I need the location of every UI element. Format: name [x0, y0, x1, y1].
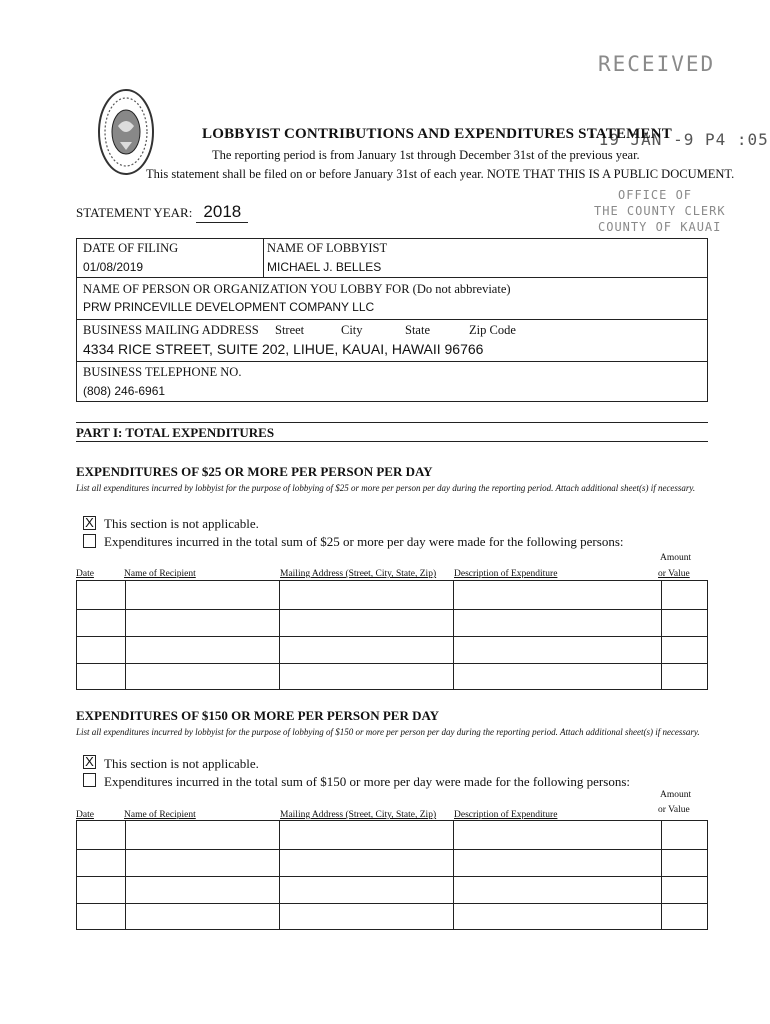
section150-note: List all expenditures incurred by lobbyist for the purpose of lobbying of $150 or more per person per day during the reporting period. Attach additional sheet(s) if necessary.: [76, 727, 700, 737]
section150-not-applicable-label: This section is not applicable.: [104, 756, 259, 771]
section150-incurred-checkbox[interactable]: [83, 773, 96, 787]
statement-year-value: 2018: [196, 202, 248, 223]
section150-amount-header-1: Amount: [660, 790, 692, 800]
received-date-stamp: '19 JAN -9 P4 :05: [588, 130, 769, 149]
address-zip-label: Zip Code: [469, 323, 516, 337]
lobbyist-name-label: NAME OF LOBBYIST: [267, 241, 388, 255]
section150-heading: EXPENDITURES OF $150 OR MORE PER PERSON PER DAY: [76, 708, 440, 723]
part1-heading: PART I: TOTAL EXPENDITURES: [76, 425, 275, 440]
organization-label: NAME OF PERSON OR ORGANIZATION YOU LOBBY FOR (Do not abbreviate): [83, 282, 511, 296]
section150-col-date: Date: [76, 810, 94, 820]
organization-value: PRW PRINCEVILLE DEVELOPMENT COMPANY LLC: [83, 300, 375, 314]
received-stamp: RECEIVED: [598, 52, 716, 76]
address-state-label: State: [405, 323, 430, 337]
section25-table: [76, 580, 708, 690]
date-of-filing-value: 01/08/2019: [83, 260, 144, 274]
section150-col-address: Mailing Address (Street, City, State, Zip): [280, 810, 437, 820]
section150-amount-header-2: or Value: [658, 805, 690, 815]
section25-not-applicable-checkbox[interactable]: X: [83, 516, 96, 530]
statement-year: [76, 202, 248, 223]
telephone-label: BUSINESS TELEPHONE NO.: [83, 365, 242, 379]
telephone-value: (808) 246-6961: [83, 384, 166, 398]
section25-col-description: Description of Expenditure: [454, 569, 558, 579]
section25-col-address: Mailing Address (Street, City, State, Zip): [280, 569, 437, 579]
section25-col-date: Date: [76, 569, 94, 579]
address-city-label: City: [341, 323, 363, 337]
reporting-period-note: The reporting period is from January 1st through December 31st of the previous year.: [212, 148, 640, 162]
office-stamp-line2: THE COUNTY CLERK: [594, 204, 726, 218]
section25-col-name: Name of Recipient: [124, 569, 196, 579]
page-title: LOBBYIST CONTRIBUTIONS AND EXPENDITURES STATEMENT: [202, 126, 672, 142]
mailing-address-value: 4334 RICE STREET, SUITE 202, LIHUE, KAUAI, HAWAII 96766: [83, 341, 484, 357]
divider: [76, 441, 708, 442]
section150-table: [76, 820, 708, 930]
office-stamp-line3: COUNTY OF KAUAI: [598, 220, 722, 234]
section25-amount-header-2: or Value: [658, 569, 690, 579]
office-stamp-line1: OFFICE OF: [618, 188, 693, 202]
section150-col-description: Description of Expenditure: [454, 810, 558, 820]
address-street-label: Street: [275, 323, 305, 337]
section150-not-applicable-checkbox[interactable]: X: [83, 755, 96, 769]
mailing-address-label: BUSINESS MAILING ADDRESS: [83, 323, 259, 337]
section25-amount-header-1: Amount: [660, 553, 692, 563]
lobbyist-info-box: [76, 238, 708, 402]
divider: [76, 422, 708, 423]
date-of-filing-label: DATE OF FILING: [83, 241, 179, 255]
section25-note: List all expenditures incurred by lobbyist for the purpose of lobbying of $25 or more per person per day during the reporting period. Attach additional sheet(s) if necessary.: [76, 483, 696, 493]
county-seal-icon: [96, 86, 156, 178]
section150-col-name: Name of Recipient: [124, 810, 196, 820]
section25-heading: EXPENDITURES OF $25 OR MORE PER PERSON PER DAY: [76, 464, 433, 479]
filing-deadline-note: This statement shall be filed on or before January 31st of each year. NOTE THAT THIS IS A PUBLIC DOCUMENT.: [146, 167, 735, 181]
section25-not-applicable-label: This section is not applicable.: [104, 516, 259, 531]
statement-year-label: STATEMENT YEAR:: [76, 205, 193, 220]
section25-incurred-checkbox[interactable]: [83, 534, 96, 548]
section25-incurred-label: Expenditures incurred in the total sum of $25 or more per day were made for the following persons:: [104, 534, 624, 549]
lobbyist-name-value: MICHAEL J. BELLES: [267, 260, 382, 274]
section150-incurred-label: Expenditures incurred in the total sum of $150 or more per day were made for the following persons:: [104, 774, 630, 789]
